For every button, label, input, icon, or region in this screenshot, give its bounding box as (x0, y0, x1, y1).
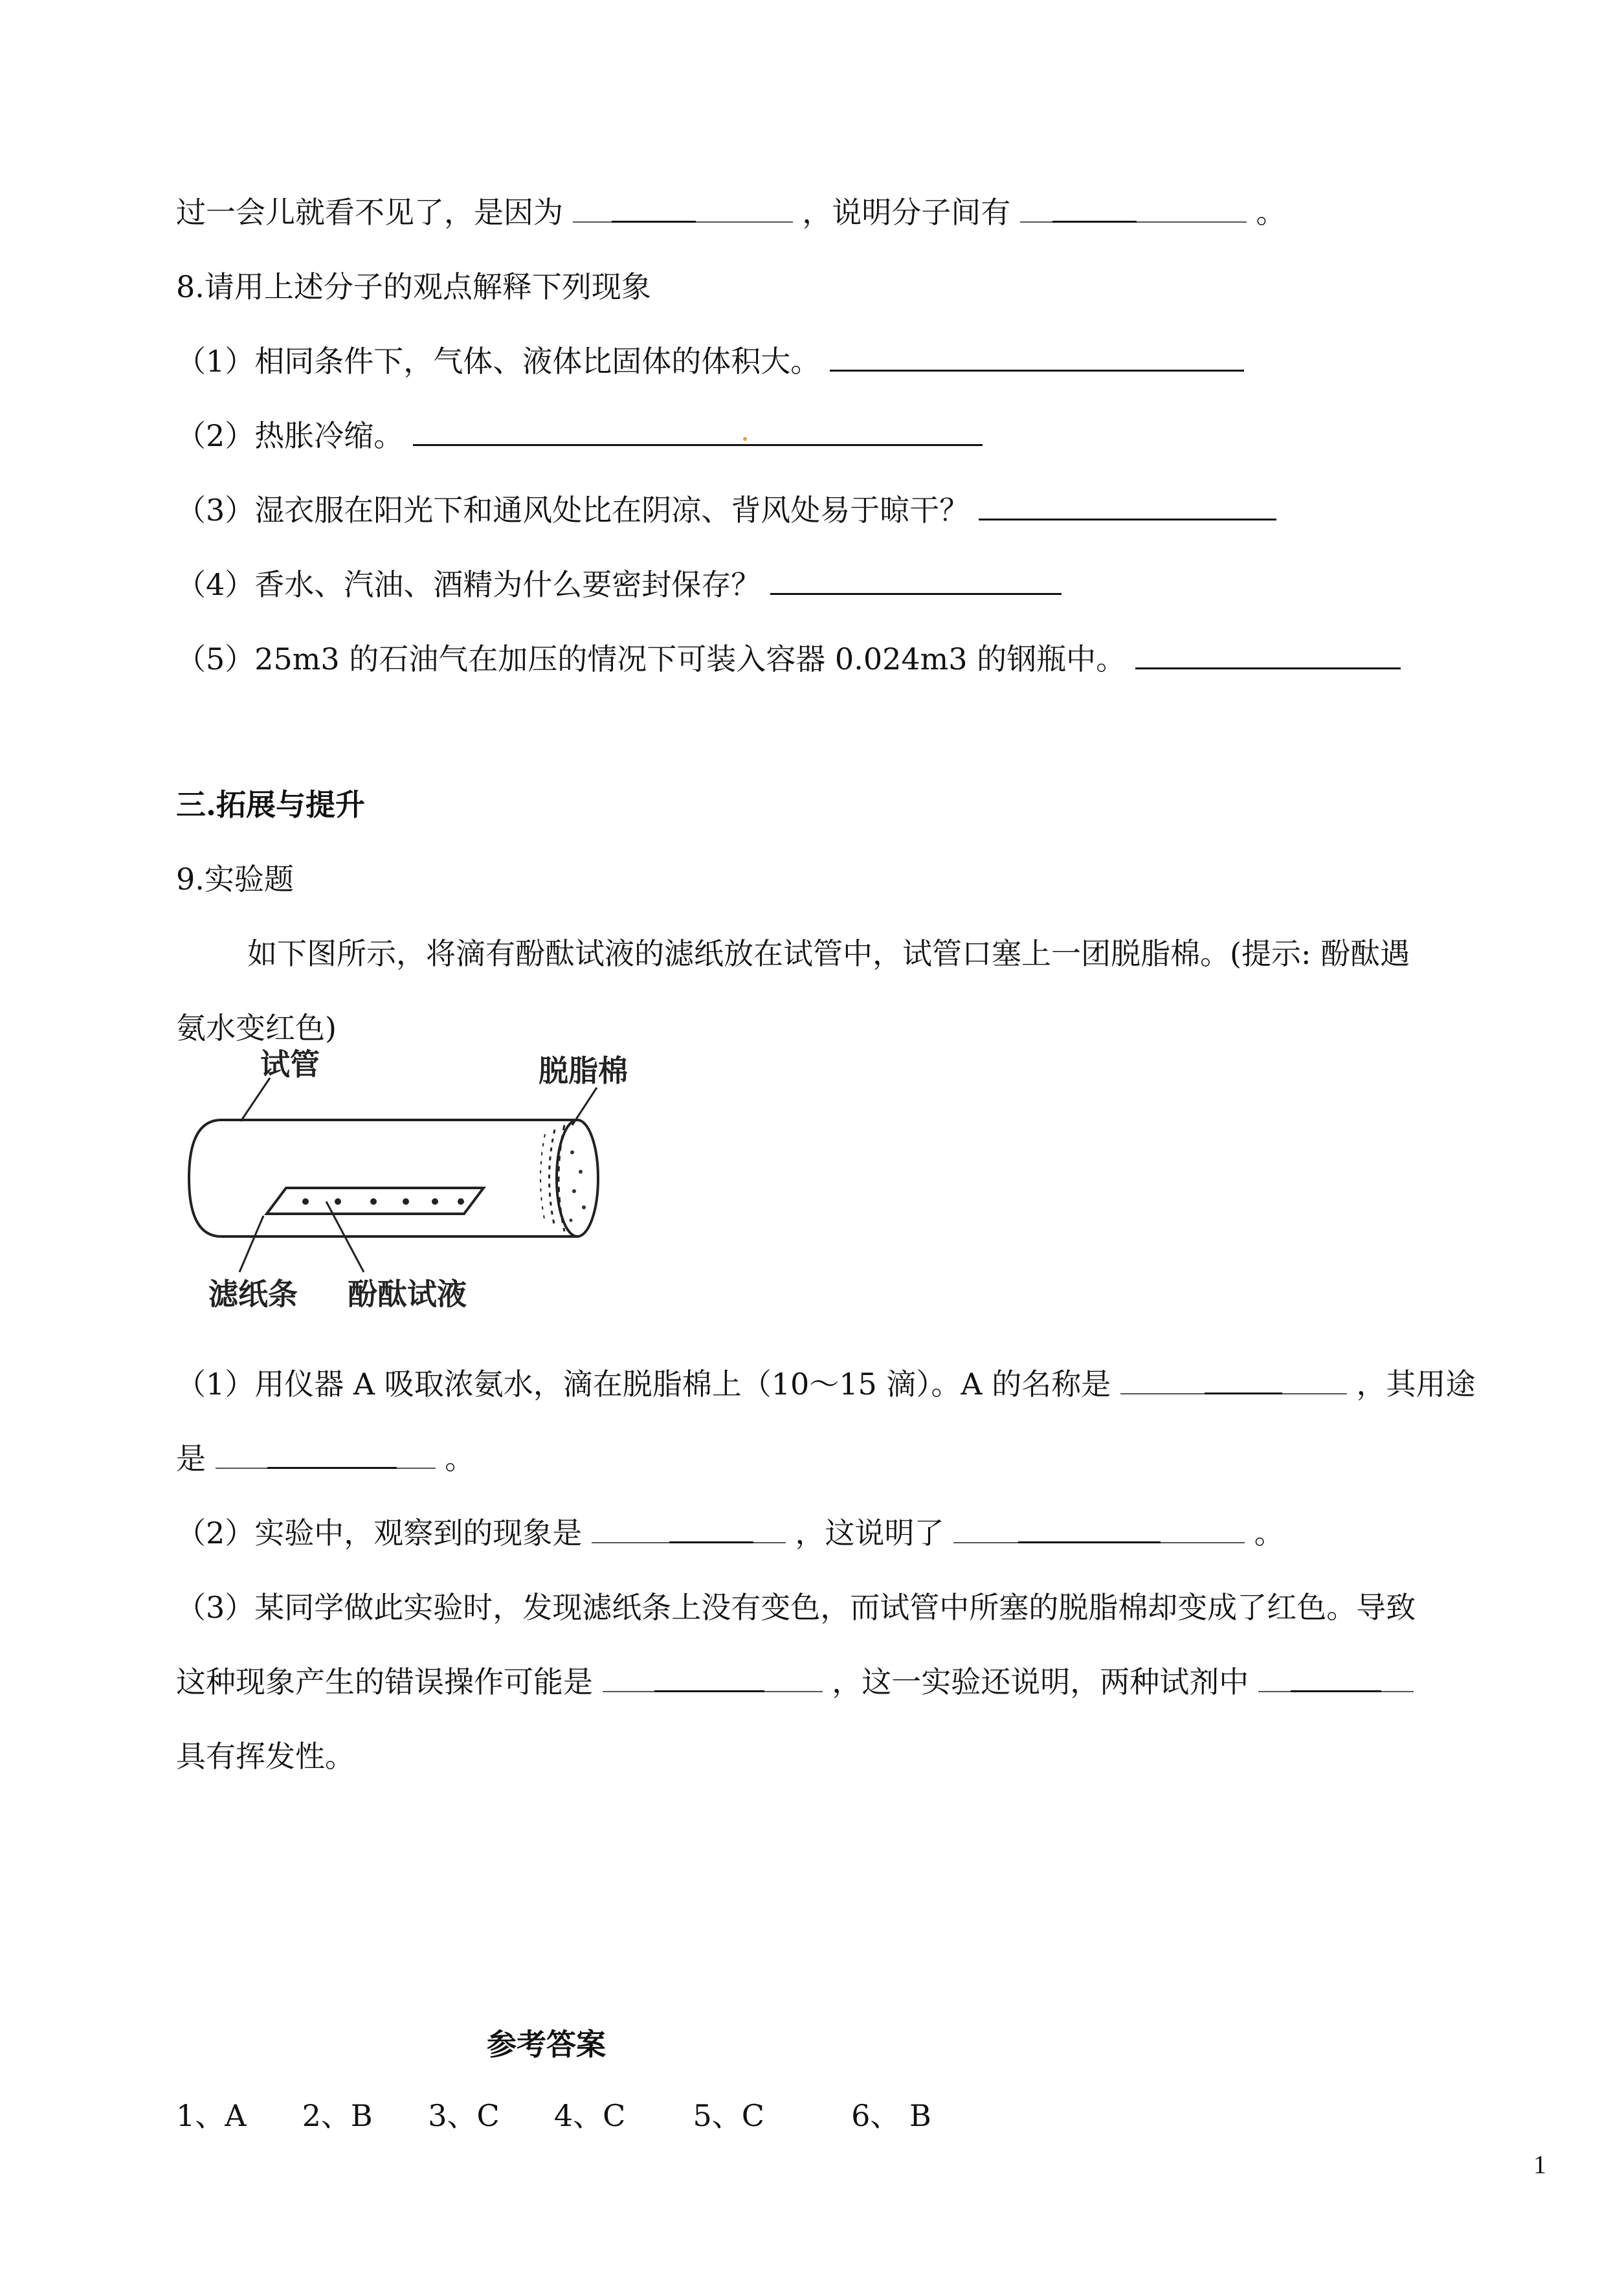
test-tube-diagram (176, 1049, 668, 1327)
q7-text-3: 。 (1256, 195, 1286, 230)
q9-sub2 (176, 1515, 1284, 1551)
q9-sub3-line3: 具有挥发性。 (176, 1739, 355, 1774)
q8-item-2-blank[interactable] (413, 418, 983, 446)
q7-blank-2[interactable] (1020, 197, 1247, 223)
q9-sub3-line2 (176, 1664, 1414, 1700)
q9-sub1-text-a: （1）用仪器 A 吸取浓氨水，滴在脱脂棉上（10～15 滴）。A 的名称是 (176, 1367, 1111, 1402)
answer-6: 6、 B (851, 2098, 931, 2133)
q9-sub1-text-c: 是 (176, 1441, 206, 1476)
q9-sub2-blank-1[interactable] (592, 1517, 786, 1543)
q8-item-3-blank[interactable] (979, 493, 1276, 520)
q9-sub2-text-c: 。 (1254, 1516, 1284, 1550)
q9-sub2-blank-2[interactable] (953, 1517, 1245, 1543)
answer-2: 2、B (302, 2098, 373, 2133)
page-number: 1 (1533, 2150, 1546, 2179)
answer-5: 5、C (693, 2098, 764, 2133)
q8-title: 8.请用上述分子的观点解释下列现象 (176, 269, 651, 304)
q8-item-3 (176, 492, 1276, 528)
q9-sub2-text-b: ，这说明了 (795, 1516, 944, 1550)
q8-item-2 (176, 418, 983, 454)
q8-item-5 (176, 641, 1401, 677)
test-tube-shape (189, 1120, 577, 1236)
answers-list (176, 2097, 955, 2134)
q9-sub2-text-a: （2）实验中，观察到的现象是 (176, 1516, 583, 1550)
q9-intro-line-1: 如下图所示，将滴有酚酞试液的滤纸放在试管中，试管口塞上一团脱脂棉。(提示: 酚酞遇 (247, 936, 1410, 971)
label-filter-strip: 滤纸条 (208, 1277, 298, 1312)
q7-blank-1[interactable] (573, 197, 793, 223)
answer-1: 1、A (176, 2098, 247, 2133)
q9-sub3-text-b: ，这一实验还说明，两种试剂中 (832, 1664, 1249, 1699)
q9-sub3-blank-1[interactable] (603, 1666, 823, 1692)
answer-4: 4、C (553, 2098, 626, 2133)
q9-sub1-text-b: ，其用途 (1356, 1367, 1476, 1402)
answers-title: 参考答案 (487, 2027, 606, 2062)
q8-item-5-blank[interactable] (1135, 642, 1401, 669)
section-3-title: 三.拓展与提升 (176, 787, 366, 822)
q8-item-1 (176, 343, 1244, 379)
q8-item-1-text: （1）相同条件下，气体、液体比固体的体积大。 (176, 344, 821, 379)
q9-title: 9.实验题 (176, 862, 294, 897)
q8-item-5-text: （5）25m3 的石油气在加压的情况下可装入容器 0.024m3 的钢瓶中。 (176, 642, 1126, 677)
q7-line (176, 194, 1286, 230)
q7-text-2: ，说明分子间有 (802, 195, 1011, 230)
q8-item-3-text: （3）湿衣服在阳光下和通风处比在阴凉、背风处易于晾干？ (176, 493, 970, 528)
q9-intro-line-2: 氨水变红色) (176, 1011, 337, 1046)
q8-item-2-text: （2）热胀冷缩。 (176, 418, 404, 453)
q9-sub1-blank-1[interactable] (1120, 1369, 1347, 1394)
q8-item-1-blank[interactable] (830, 344, 1244, 372)
q9-sub1-blank-2[interactable] (216, 1443, 436, 1469)
q9-sub1-text-d: 。 (445, 1441, 475, 1476)
q8-item-4-blank[interactable] (770, 567, 1062, 595)
q8-item-4 (176, 566, 1062, 603)
q7-text-1: 过一会儿就看不见了，是因为 (176, 195, 563, 230)
q8-item-4-text: （4）香水、汽油、酒精为什么要密封保存？ (176, 567, 761, 602)
q9-sub1-line1 (176, 1366, 1476, 1402)
stray-dot (743, 437, 747, 441)
label-phenolphthalein: 酚酞试液 (348, 1277, 467, 1312)
q9-sub3-blank-2[interactable] (1258, 1666, 1414, 1692)
q9-sub3-text-a: 这种现象产生的错误操作可能是 (176, 1664, 593, 1699)
label-test-tube: 试管 (260, 1049, 320, 1082)
q9-sub1-line2 (176, 1440, 474, 1477)
label-cotton: 脱脂棉 (539, 1053, 628, 1088)
answer-3: 3、C (428, 2098, 500, 2133)
q9-sub3-line1: （3）某同学做此实验时，发现滤纸条上没有变色，而试管中所塞的脱脂棉却变成了红色。导致 (176, 1590, 1416, 1625)
